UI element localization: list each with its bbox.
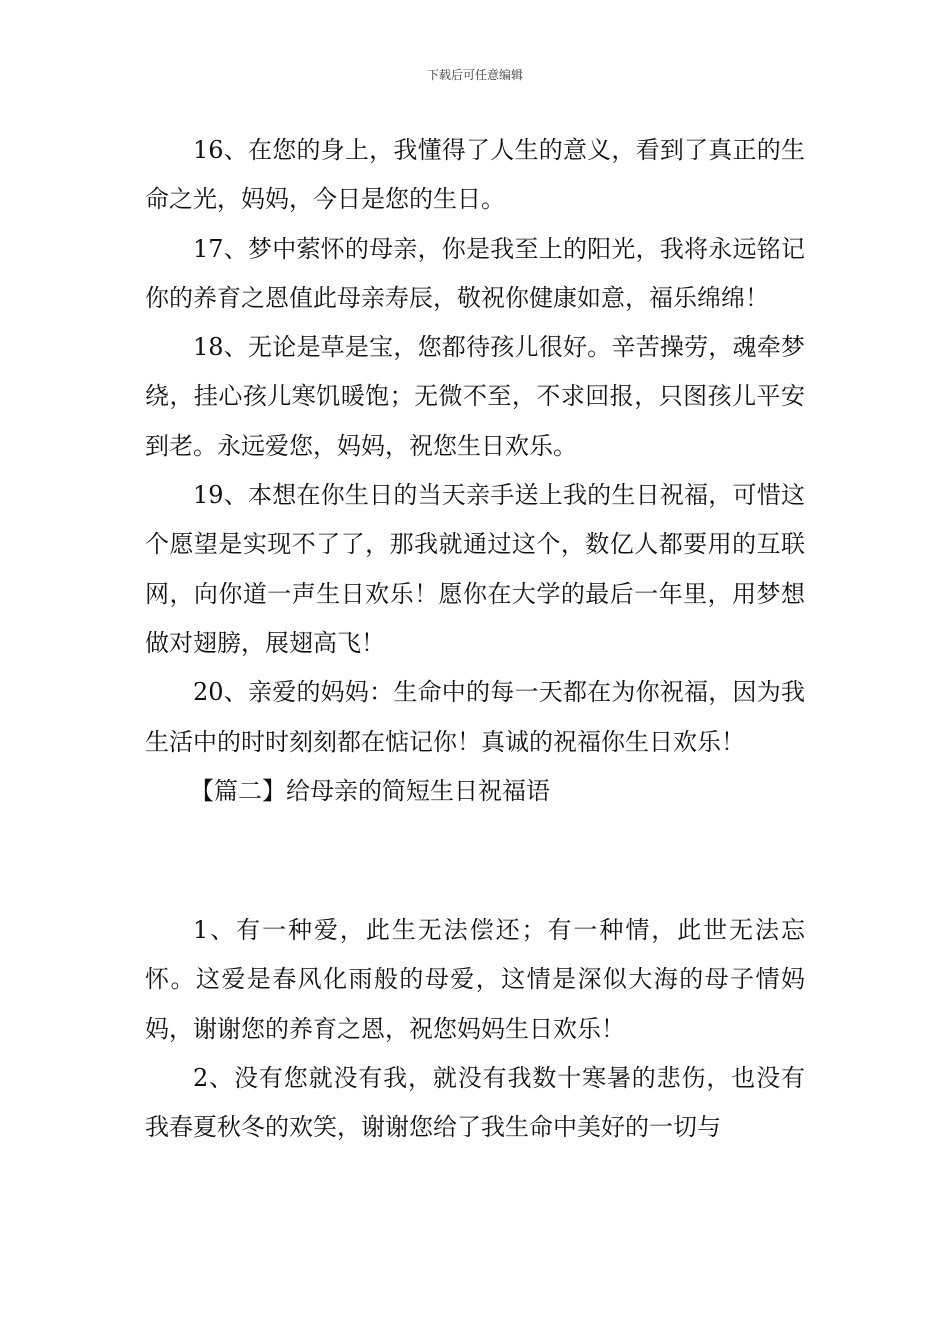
paragraph-19: 19、本想在你生日的当天亲手送上我的生日祝福，可惜这个愿望是实现不了了，那我就通过这个，数亿人都要用的互联网，向你道一声生日欢乐！愿你在大学的最后一年里，用梦想做对翅膀，展翅高飞！: [145, 481, 805, 657]
paragraph-16: 16、在您的身上，我懂得了人生的意义，看到了真正的生命之光，妈妈，今日是您的生日。: [145, 136, 805, 214]
paragraph-2: 2、没有您就没有我，就没有我数十寒暑的悲伤，也没有我春夏秋冬的欢笑，谢谢您给了我生命中美好的一切与: [145, 1064, 805, 1142]
section-heading: 【篇二】给母亲的简短生日祝福语: [190, 776, 550, 805]
paragraph-18: 18、无论是草是宝，您都待孩儿很好。辛苦操劳，魂牵梦绕，挂心孩儿寒饥暖饱；无微不至，不求回报，只图孩儿平安到老。永远爱您，妈妈，祝您生日欢乐。: [145, 333, 805, 460]
document-body: [145, 126, 805, 1153]
paragraph-1: 1、有一种爱，此生无法偿还；有一种情，此世无法忘怀。这爱是春风化雨般的母爱，这情是深似大海的母子情妈妈，谢谢您的养育之恩，祝您妈妈生日欢乐！: [145, 916, 805, 1043]
spacer: [145, 816, 805, 906]
paragraph-20: 20、亲爱的妈妈：生命中的每一天都在为你祝福，因为我生活中的时时刻刻都在惦记你！真诚的祝福你生日欢乐！: [145, 678, 805, 756]
paragraph-17: 17、梦中萦怀的母亲，你是我至上的阳光，我将永远铭记你的养育之恩值此母亲寿辰，敬祝你健康如意，福乐绵绵！: [145, 234, 805, 312]
page-header-note: 下载后可任意编辑: [426, 68, 523, 82]
